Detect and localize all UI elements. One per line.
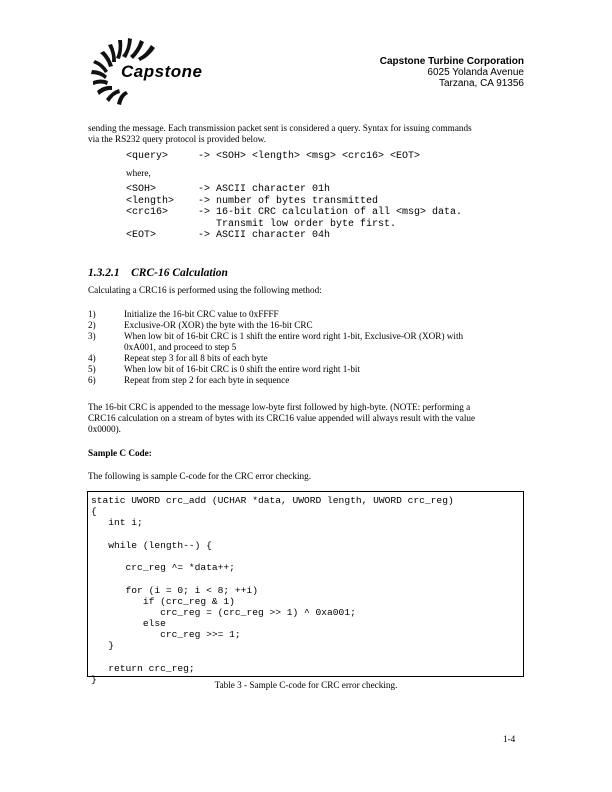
step-text: Exclusive-OR (XOR) the byte with the 16-bit CRC xyxy=(124,320,313,330)
step-text: Repeat from step 2 for each byte in sequence xyxy=(124,375,290,385)
table-caption: Table 3 - Sample C-code for CRC error checking. xyxy=(214,680,398,690)
note-line: CRC16 calculation on a stream of bytes with its CRC16 value appended will always result with the value xyxy=(88,413,476,423)
code-line: for (i = 0; i < 8; ++i) xyxy=(91,584,258,596)
step-number: 1) xyxy=(88,309,96,319)
code-line: } xyxy=(91,640,115,652)
code-line: while (length--) { xyxy=(91,539,212,551)
code-line: crc_reg ^= *data++; xyxy=(91,562,235,574)
note-line: 0x0000). xyxy=(88,424,121,434)
section-intro: Calculating a CRC16 is performed using the following method: xyxy=(88,285,322,295)
step-text: 0xA001, and proceed to step 5 xyxy=(124,342,237,352)
step-number: 5) xyxy=(88,364,96,374)
section-number: 1.3.2.1 xyxy=(88,267,120,279)
step-number: 3) xyxy=(88,331,96,341)
definition-line: <crc16> -> 16-bit CRC calculation of all <msg> data. xyxy=(126,207,463,218)
intro-line: via the RS232 query protocol is provided below. xyxy=(88,134,267,144)
code-line: else xyxy=(91,618,166,630)
address-line-1: 6025 Yolanda Avenue xyxy=(427,67,524,78)
sample-heading: Sample C Code: xyxy=(88,448,152,458)
note-line: The 16-bit CRC is appended to the message low-byte first followed by high-byte. (NOTE: performing a xyxy=(88,402,471,412)
step-text: Repeat step 3 for all 8 bits of each byte xyxy=(124,353,268,363)
steps-list xyxy=(88,309,528,389)
step-text: When low bit of 16-bit CRC is 1 shift the entire word right 1-bit, Exclusive-OR (XOR) with xyxy=(124,331,464,341)
code-line: return crc_reg; xyxy=(91,662,195,674)
step-number: 4) xyxy=(88,353,96,363)
sample-intro: The following is sample C-code for the CRC error checking. xyxy=(88,471,311,481)
company-name: Capstone Turbine Corporation xyxy=(379,56,524,67)
step-text: When low bit of 16-bit CRC is 0 shift the entire word right 1-bit xyxy=(124,364,361,374)
syntax-definitions xyxy=(126,184,462,242)
page-number: 1-4 xyxy=(503,734,516,744)
code-line: crc_reg = (crc_reg >> 1) ^ 0xa001; xyxy=(91,606,356,618)
definition-line: <SOH> -> ASCII character 01h xyxy=(126,184,331,195)
code-line xyxy=(91,551,454,562)
query-syntax: <query> -> <SOH> <length> <msg> <crc16> <EOT> xyxy=(126,151,421,162)
definition-line: <length> -> number of bytes transmitted xyxy=(126,195,379,207)
where-label: where, xyxy=(126,168,151,178)
section-heading xyxy=(88,267,228,279)
code-line: crc_reg >>= 1; xyxy=(91,629,241,641)
code-line: } xyxy=(91,674,97,685)
definition-line: Transmit low order byte first. xyxy=(126,218,397,230)
code-line xyxy=(91,529,454,540)
note-paragraph xyxy=(88,402,528,435)
logo-text: Capstone xyxy=(121,62,203,81)
step-number: 6) xyxy=(88,375,96,385)
code-line: if (crc_reg & 1) xyxy=(91,595,235,607)
address-line-2: Tarzana, CA 91356 xyxy=(438,78,524,89)
company-logo xyxy=(88,36,223,106)
code-line: int i; xyxy=(91,517,143,529)
intro-line: sending the message. Each transmission packet sent is considered a query. Syntax for issuing commands xyxy=(88,123,472,133)
step-number: 2) xyxy=(88,320,96,330)
code-line xyxy=(91,573,454,584)
section-title: CRC-16 Calculation xyxy=(131,267,228,279)
company-address-block xyxy=(380,56,524,89)
code-line: static UWORD crc_add (UCHAR *data, UWORD length, UWORD crc_reg) xyxy=(91,495,454,506)
definition-line: <EOT> -> ASCII character 04h xyxy=(126,230,331,241)
step-text: Initialize the 16-bit CRC value to 0xFFFF xyxy=(124,309,279,319)
code-line: { xyxy=(91,506,97,518)
code-block xyxy=(91,495,454,685)
code-line xyxy=(91,652,454,663)
intro-paragraph xyxy=(88,123,528,145)
